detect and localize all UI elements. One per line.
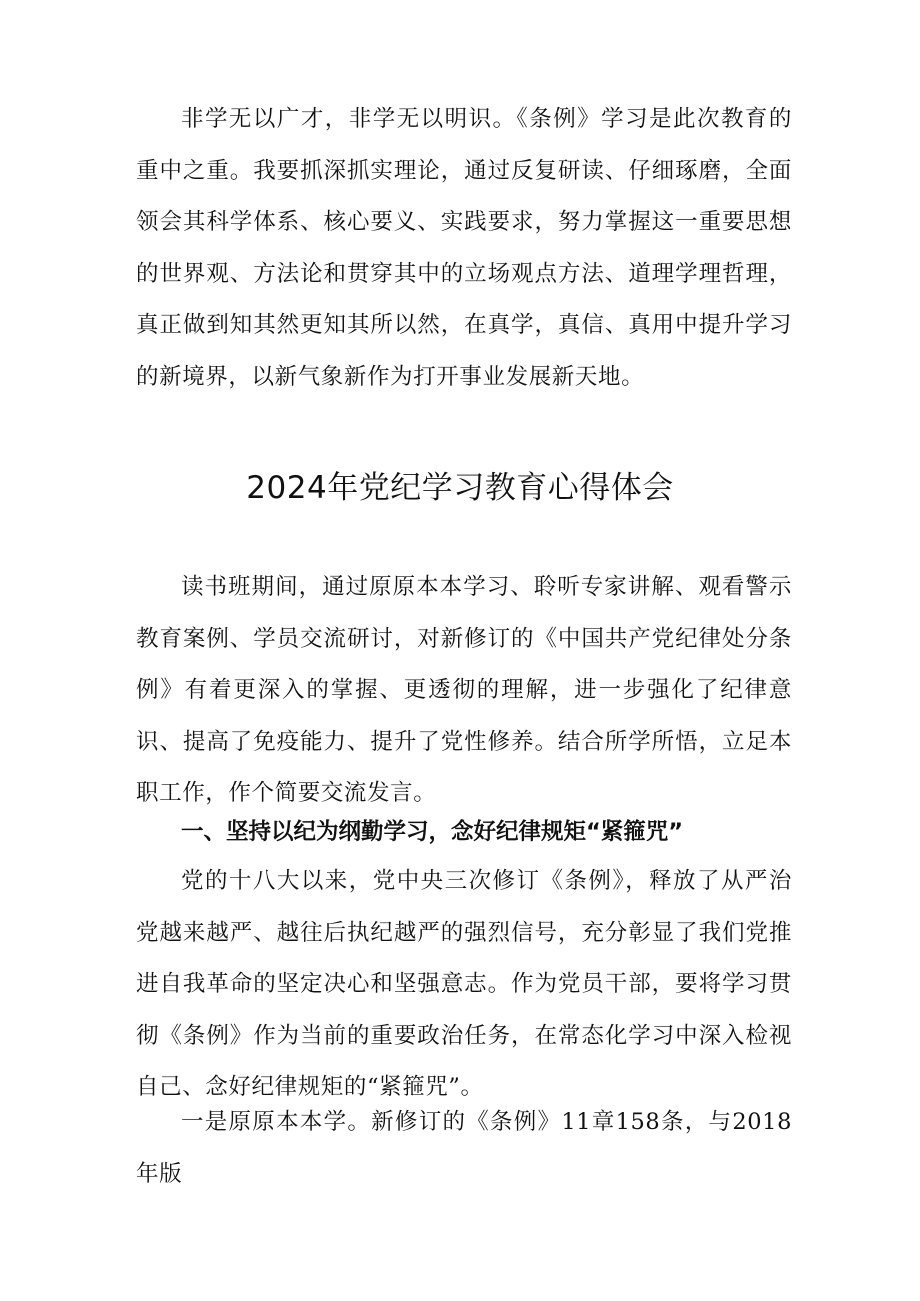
document-title: 2024年党纪学习教育心得体会 [246,470,674,506]
section-heading-1: 一、坚持以纪为纲勤学习，念好纪律规矩“紧箍咒” [181,819,684,845]
paragraph-2: 党的十八大以来，党中央三次修订《条例》，释放了从严治党越来越严、越往后执纪越严的强烈信号，充分彰显了我们党推进自我革命的坚定决心和坚强意志。作为党员干部，要将学习贯彻《条例》作为当前的重要政治任务，在常态化学习中深入检视自己、念好纪律规矩的“紧箍咒”。 [136,868,792,1101]
intro-paragraph: 非学无以广才，非学无以明识。《条例》学习是此次教育的重中之重。我要抓深抓实理论，通过反复研读、仔细琢磨，全面领会其科学体系、核心要义、实践要求，努力掌握这一重要思想的世界观、方法论和贯穿其中的立场观点方法、道理学理哲理，真正做到知其然更知其所以然，在真学，真信、真用中提升学习的新境界，以新气象新作为打开事业发展新天地。 [136,106,792,390]
paragraph-3: 一是原原本本学。新修订的《条例》11章158条，与2018年版 [136,1109,792,1187]
paragraph-1: 读书班期间，通过原原本本学习、聆听专家讲解、观看警示教育案例、学员交流研讨，对新修订的《中国共产党纪律处分条例》有着更深入的掌握、更透彻的理解，进一步强化了纪律意识、提高了免疫能力、提升了党性修养。结合所学所悟，立足本职工作，作个简要交流发言。 [136,574,792,807]
